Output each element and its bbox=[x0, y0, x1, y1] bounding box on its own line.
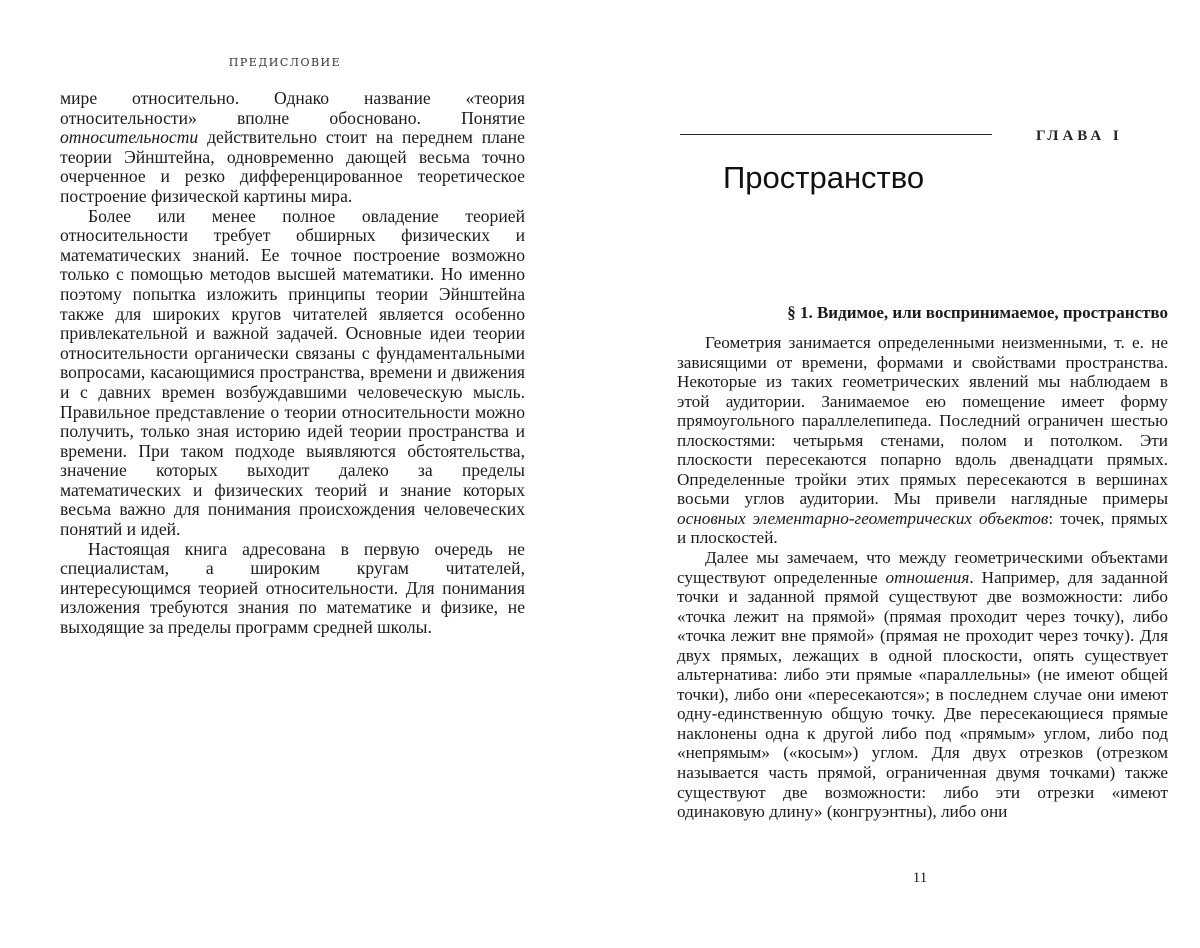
text-run: . Например, для заданной точки и заданной прямой существуют две возможности: либо «точка лежит на прямой» (прямая проходит через точку), либо «точка лежит вне прямой» (прямая не проходит через точку). Для двух прямых, лежащих в одной плоскости, опять существует альтернатива: либо эти прямые «параллельны» (не имеют общей точки), либо они «пересекаются»; в последнем случае они имеют одну-единственную общую точку. Две пересекающиеся прямые наклонены одна к другой либо под «прямым» углом, либо под «непрямым» («косым») углом. Для двух отрезков (отрезком называется часть прямой, ограниченная двумя точками) также существуют две возможности: либо эти отрезки «имеют одинаковую длину» (конгруэнтны), либо они bbox=[677, 567, 1168, 822]
text-run: Далее мы замечаем, что между геометрическими объектами существуют определенные bbox=[677, 548, 1168, 587]
paragraph-3: Настоящая книга адресована в первую очередь не специалистам, а широким кругам читателей, интересующимся теорией относительности. Для понимания изложения требуются знания по математике и физике, не выходящие за пределы программ средней школы. bbox=[60, 538, 525, 638]
paragraph-2 bbox=[677, 548, 1168, 822]
text-run: Геометрия занимается определенными неизменными, т. е. не зависящими от времени, формами и свойствами пространства. Некоторые из таких геометрических явлений мы наблюдаем в этой аудитории. Занимаемое ею помещение имеет форму прямоугольного параллелепипеда. Последний ограничен шестью плоскостями: четырьмя стенами, полом и потолком. Эти плоскости пересекаются попарно вдоль двенадцати прямых. Определенные тройки этих прямых пересекаются в вершинах восьми углов аудитории. Мы привели наглядные примеры bbox=[677, 333, 1168, 509]
chapter-rule bbox=[680, 134, 992, 135]
chapter-title: Пространство bbox=[723, 160, 925, 195]
preface-text bbox=[60, 89, 525, 638]
paragraph-1 bbox=[60, 89, 525, 207]
paragraph-1 bbox=[677, 333, 1168, 548]
right-page bbox=[600, 0, 1200, 948]
page-number: 11 bbox=[912, 870, 928, 886]
chapter-text bbox=[677, 333, 1168, 822]
emphasis: относительности bbox=[60, 127, 199, 148]
text-run: : точек, прямых и плоскостей. bbox=[677, 508, 1169, 548]
running-head: ПРЕДИСЛОВИЕ bbox=[228, 56, 342, 69]
text-run: мире относительно. Однако название «теория относительности» вполне обосновано. Понятие bbox=[60, 88, 525, 128]
paragraph-2: Более или менее полное овладение теорией относительности требует обширных физических и математических знаний. Ее точное построение возможно только с помощью методов высшей математики. Но именно поэтому попытка изложить принципы теории Эйнштейна также для широких кругов читателей является особенно привлекательной и важной задачей. Основные идеи теории относительности органически связаны с фундаментальными вопросами, касающимися пространства, времени и движения и с давних времен возбуждавшими человеческую мысль. Правильное представление о теории относительности можно получить, только зная историю идей теории пространства и времени. При таком подходе выявляются обстоятельства, значение которых выходит далеко за пределы математических и физических теорий и знание которых весьма важно для понимания происхождения человеческих понятий и идей. bbox=[60, 205, 525, 540]
text-run: действительно стоит на переднем плане теории Эйнштейна, одновременно дающей весьма точно очерченное и резко дифференцированное теоретическое построение физической картины мира. bbox=[60, 127, 525, 206]
emphasis: отношения bbox=[885, 567, 970, 587]
chapter-label: ГЛАВА I bbox=[1036, 128, 1123, 144]
emphasis: основных элементарно-геометрических объектов bbox=[677, 508, 1049, 528]
section-title: § 1. Видимое, или воспринимаемое, пространство bbox=[787, 303, 1168, 322]
